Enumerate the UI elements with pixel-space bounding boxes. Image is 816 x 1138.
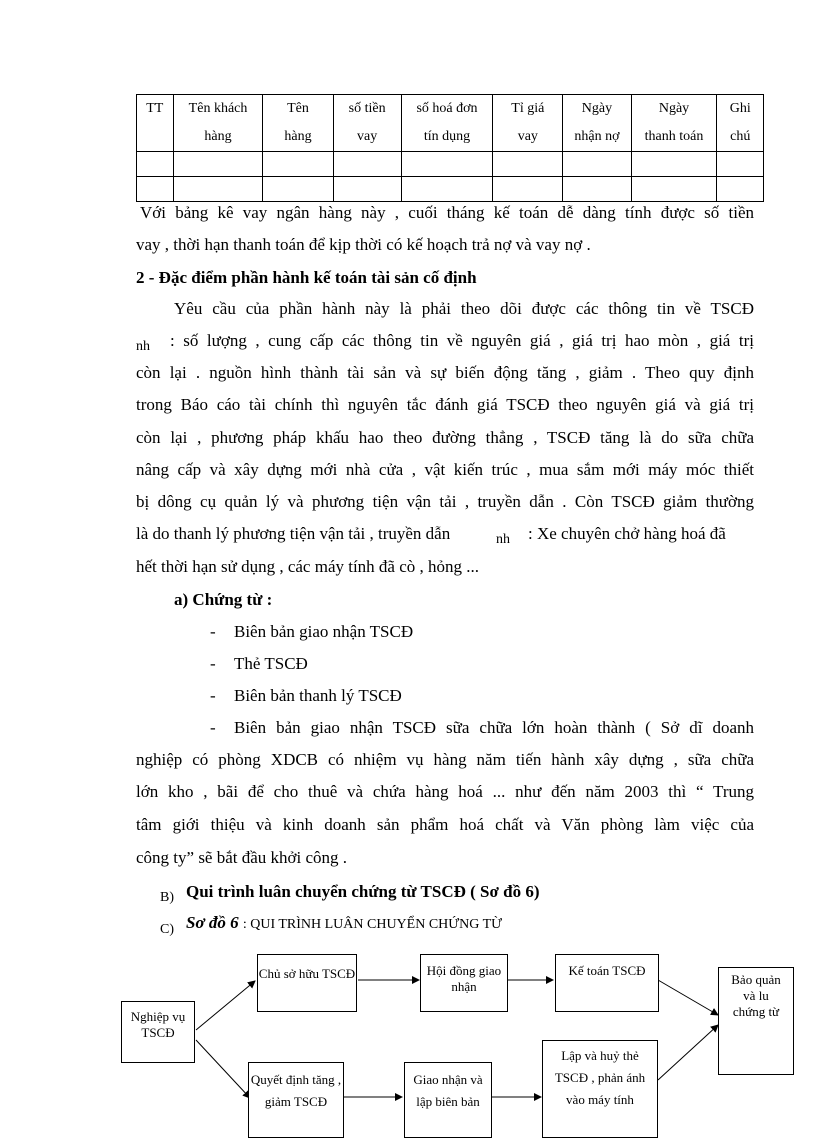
flow-top-1: Chủ sở hữu TSCĐ [257,954,357,1012]
flow-end-box: Bảo quản và lu chứng từ [718,967,794,1075]
col-note: Ghi chú [717,95,764,152]
chung-tu-cont-4: công ty” sẽ bắt đầu khởi công . [136,848,348,867]
col-rate: Tỉ giá vay [493,95,563,152]
flow-bottom-1: Quyết định tăng , giảm TSCĐ [248,1062,344,1138]
flow-bottom-2: Giao nhận và lập biên bản [404,1062,492,1138]
s2-line-4: trong Báo cáo tài chính thì nguyên tắc đánh giá TSCĐ theo nguyên giá và giá trị [136,395,754,414]
col-customer: Tên khách hàng [173,95,263,152]
s2-line-8a: là do thanh lý phương tiện vận tải , truyền dẫn [136,524,451,543]
s2-line-2: : số lượng , cung cấp các thông tin về nguyên giá , giá trị hao mòn , giá trị [170,331,754,350]
s2-line-9: hết thời hạn sử dụng , các máy tính đã cò , hỏng ... [136,557,480,576]
nh-abbrev-2: nh [496,532,510,547]
chung-tu-cont-2: lớn kho , bãi để cho thuê và chứa hàng hoá ... như đến năm 2003 thì “ Trung [136,782,754,801]
chung-tu-cont-1: nghiệp có phòng XDCB có nhiệm vụ hàng năm tiến hành xây dựng , sữa chữa [136,750,754,769]
col-amount: số tiền vay [333,95,401,152]
qui-trinh-heading: Qui trình luân chuyển chứng từ TSCĐ ( Sơ đồ 6) [186,882,540,901]
chung-tu-cont-3: tâm giới thiệu và kinh doanh sản phẩm hoá chất và Văn phòng làm việc của [136,815,754,834]
col-invoice: số hoá đơn tín dụng [401,95,493,152]
col-payment-date: Ngày thanh toán [631,95,717,152]
s2-line-5: còn lại , phương pháp khấu hao theo đường thẳng , TSCĐ tăng là do sữa chữa [136,428,754,447]
s2-line-8b: : Xe chuyên chở hàng hoá đã [528,524,726,543]
loan-ledger-table [136,94,764,202]
intro-line-1: Với bảng kê vay ngân hàng này , cuối tháng kế toán dễ dàng tính được số tiền [140,203,754,222]
section-2-heading: 2 - Đặc điểm phần hành kế toán tài sản cố định [136,268,477,287]
table-header-row [137,95,764,152]
s2-line-1: Yêu cầu của phần hành này là phải theo dõi được các thông tin về TSCĐ [174,299,754,318]
col-goods: Tên hàng [263,95,333,152]
col-received-date: Ngày nhận nợ [563,95,631,152]
nh-abbrev-1: nh [136,339,150,354]
flow-top-2: Hội đồng giao nhận [420,954,508,1012]
list-item: - Biên bản giao nhận TSCĐ [210,622,414,641]
so-do-title: Sơ đồ 6 : QUI TRÌNH LUÂN CHUYỂN CHỨNG TỪ [186,913,503,932]
table-row [137,177,764,202]
list-item: - Biên bản giao nhận TSCĐ sữa chữa lớn hoàn thành ( Sở dĩ doanh [210,718,754,737]
s2-line-3: còn lại . nguồn hình thành tài sản và sự biến động tăng , giảm . Theo quy định [136,363,754,382]
intro-line-2: vay , thời hạn thanh toán để kịp thời có kế hoạch trả nợ và vay nợ . [136,235,591,254]
b-marker: B) [160,890,174,905]
flow-start-box: Nghiệp vụ TSCĐ [121,1001,195,1063]
flow-bottom-3: Lập và huỷ thẻ TSCĐ , phản ánh vào máy tính [542,1040,658,1138]
list-item: - Biên bản thanh lý TSCĐ [210,686,402,705]
s2-line-6: nâng cấp và xây dựng mới nhà cửa , vật kiến trúc , mua sắm mới máy móc thiết [136,460,754,479]
table-row [137,152,764,177]
col-tt: TT [137,95,174,152]
list-item: - Thẻ TSCĐ [210,654,308,673]
loan-table [136,94,764,202]
flow-top-3: Kế toán TSCĐ [555,954,659,1012]
chung-tu-heading: a) Chứng từ : [174,590,273,609]
c-marker: C) [160,922,174,937]
s2-line-7: bị dông cụ quản lý và phương tiện vận tải , truyền dẫn . Còn TSCĐ giảm thường [136,492,754,511]
